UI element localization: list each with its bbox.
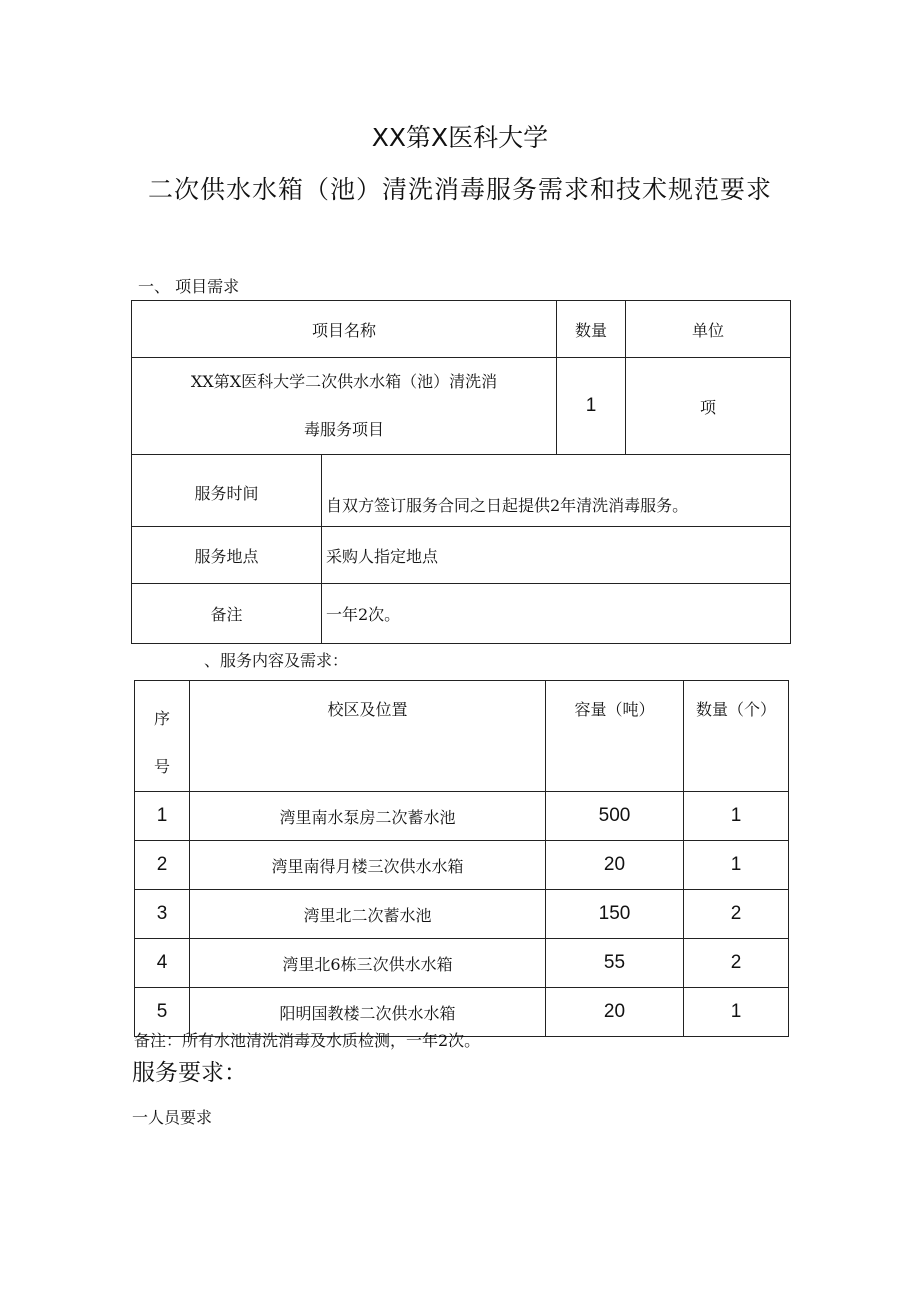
section-heading-project-needs: 一、 项目需求 bbox=[138, 277, 240, 296]
header-unit: 单位 bbox=[626, 301, 791, 358]
document-subtitle: 二次供水水箱（池）清洗消毒服务需求和技术规范要求 bbox=[147, 175, 772, 204]
row-location: 湾里北二次蓄水池 bbox=[190, 890, 546, 939]
value-service-location: 采购人指定地点 bbox=[322, 527, 791, 584]
header-seq-line2: 号 bbox=[153, 757, 170, 776]
staff-requirements-item: 一人员要求 bbox=[132, 1108, 213, 1127]
project-needs-table bbox=[131, 300, 791, 644]
project-row bbox=[132, 358, 791, 455]
header-count: 数量（个） bbox=[684, 681, 789, 792]
label-service-time: 服务时间 bbox=[132, 455, 322, 527]
row-count: 2 bbox=[684, 890, 789, 939]
detail-row-service-time bbox=[132, 455, 791, 527]
row-location: 湾里北6栋三次供水水箱 bbox=[190, 939, 546, 988]
row-count: 1 bbox=[684, 841, 789, 890]
header-project-name: 项目名称 bbox=[132, 301, 557, 358]
row-location: 阳明国教楼二次供水水箱 bbox=[190, 988, 546, 1037]
row-seq: 4 bbox=[135, 939, 190, 988]
header-capacity: 容量（吨） bbox=[546, 681, 684, 792]
project-name-cell bbox=[132, 358, 557, 455]
row-capacity: 20 bbox=[546, 988, 684, 1037]
detail-row-remarks bbox=[132, 584, 791, 644]
row-seq: 5 bbox=[135, 988, 190, 1037]
row-capacity: 20 bbox=[546, 841, 684, 890]
row-seq: 3 bbox=[135, 890, 190, 939]
header-location: 校区及位置 bbox=[190, 681, 546, 792]
row-seq: 2 bbox=[135, 841, 190, 890]
table-row bbox=[135, 792, 789, 841]
section-heading-service-content: 、服务内容及需求： bbox=[204, 651, 349, 670]
table-footnote: 备注：所有水池清洗消毒及水质检测，一年2次。 bbox=[134, 1031, 481, 1050]
table-row bbox=[135, 939, 789, 988]
header-seq-line1: 序 bbox=[153, 709, 170, 728]
detail-row-service-location bbox=[132, 527, 791, 584]
row-capacity: 500 bbox=[546, 792, 684, 841]
project-name-line1: XX第X医科大学二次供水水箱（池）清洗消 bbox=[190, 372, 498, 391]
row-count: 2 bbox=[684, 939, 789, 988]
project-quantity: 1 bbox=[557, 358, 626, 455]
row-capacity: 150 bbox=[546, 890, 684, 939]
row-location: 湾里南得月楼三次供水水箱 bbox=[190, 841, 546, 890]
row-count: 1 bbox=[684, 988, 789, 1037]
service-requirements-heading: 服务要求： bbox=[132, 1060, 247, 1086]
table-row bbox=[135, 890, 789, 939]
row-count: 1 bbox=[684, 792, 789, 841]
row-capacity: 55 bbox=[546, 939, 684, 988]
table-header-row bbox=[135, 681, 789, 792]
value-remarks: 一年2次。 bbox=[322, 584, 791, 644]
value-service-time: 自双方签订服务合同之日起提供2年清洗消毒服务。 bbox=[322, 455, 791, 527]
header-quantity: 数量 bbox=[557, 301, 626, 358]
table-row bbox=[135, 841, 789, 890]
document-title: XX第X医科大学 bbox=[371, 123, 549, 152]
label-service-location: 服务地点 bbox=[132, 527, 322, 584]
table-header-row bbox=[132, 301, 791, 358]
row-location: 湾里南水泵房二次蓄水池 bbox=[190, 792, 546, 841]
header-sequence bbox=[135, 681, 190, 792]
project-name-line2: 毒服务项目 bbox=[304, 420, 385, 439]
label-remarks: 备注 bbox=[132, 584, 322, 644]
project-unit: 项 bbox=[626, 358, 791, 455]
water-tank-table bbox=[134, 680, 789, 1037]
row-seq: 1 bbox=[135, 792, 190, 841]
